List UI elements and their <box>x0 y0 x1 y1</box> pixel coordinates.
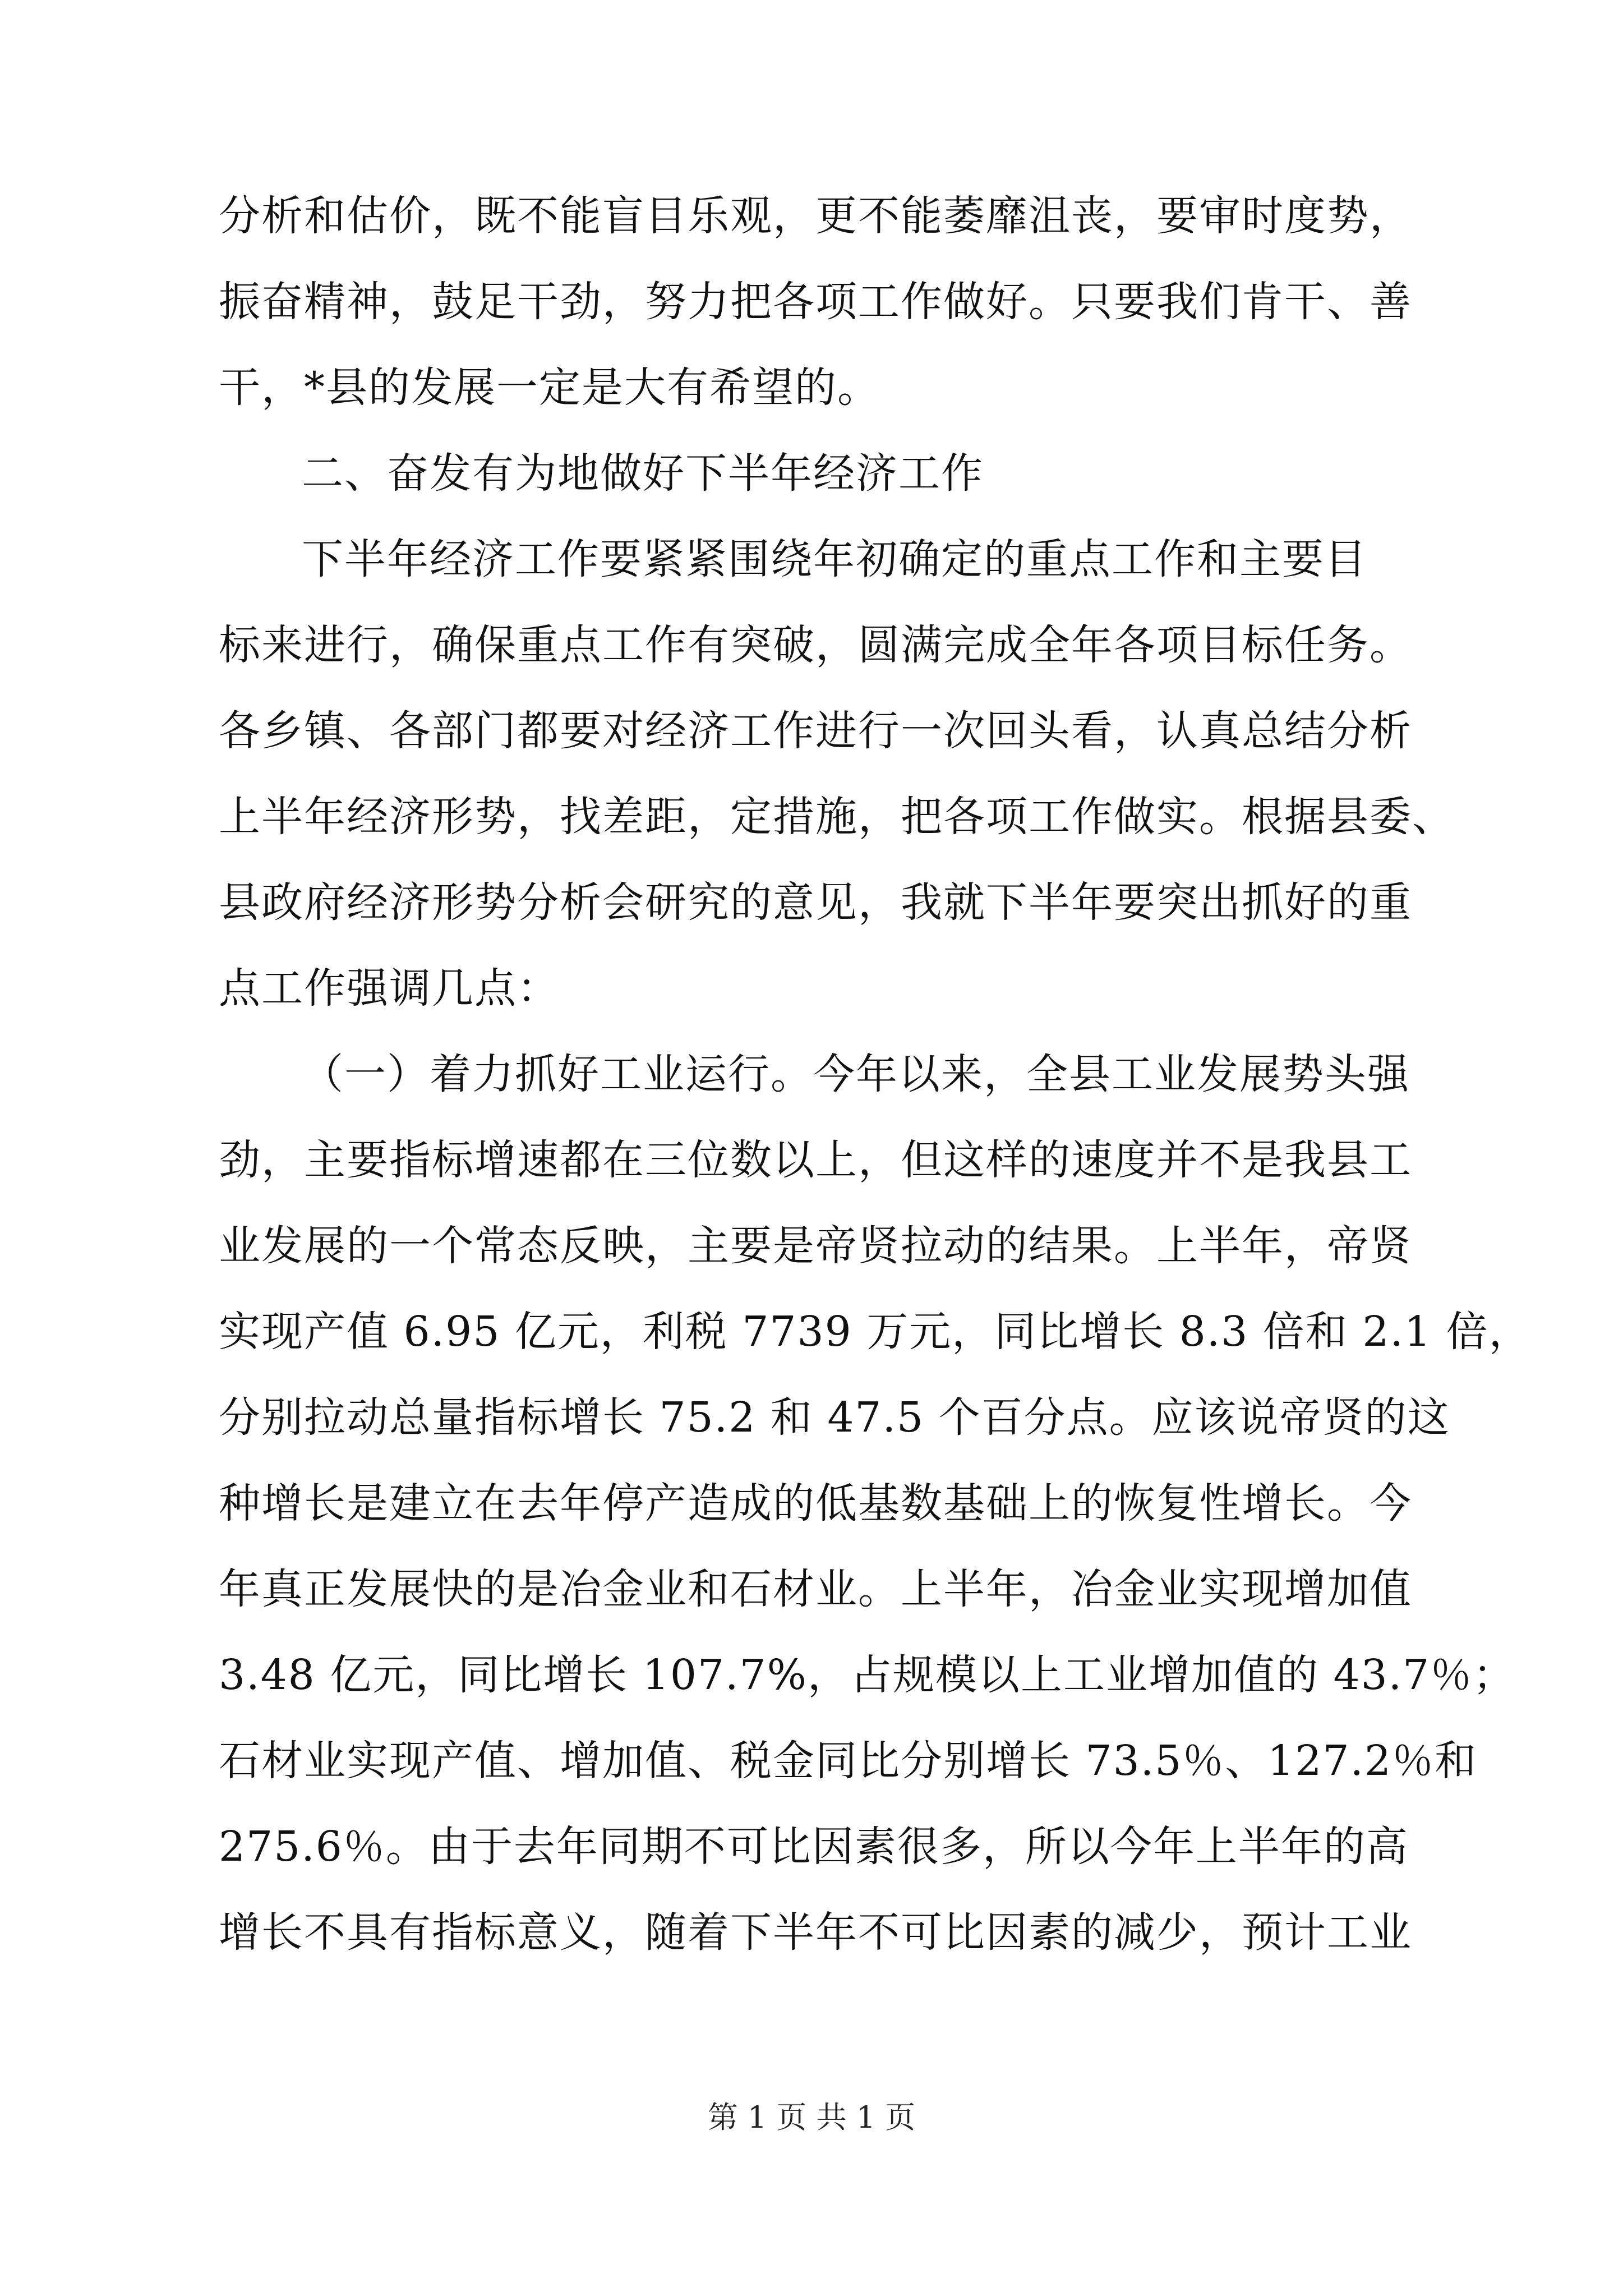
body-line: 实现产值 6.95 亿元，利税 7739 万元，同比增长 8.3 倍和 2.1 倍， <box>219 1308 1532 1356</box>
body-line: 上半年经济形势，找差距，定措施，把各项工作做实。根据县委、 <box>219 793 1455 841</box>
section-heading: 二、奋发有为地做好下半年经济工作 <box>302 449 984 498</box>
body-line: 分别拉动总量指标增长 75.2 和 47.5 个百分点。应该说帝贤的这 <box>219 1393 1450 1442</box>
body-line: 标来进行，确保重点工作有突破，圆满完成全年各项目标任务。 <box>219 621 1412 669</box>
body-line: 种增长是建立在去年停产造成的低基数基础上的恢复性增长。今 <box>219 1479 1412 1527</box>
body-line: 各乡镇、各部门都要对经济工作进行一次回头看，认真总结分析 <box>219 707 1412 755</box>
body-line: 业发展的一个常态反映，主要是帝贤拉动的结果。上半年，帝贤 <box>219 1222 1412 1270</box>
body-line: 年真正发展快的是冶金业和石材业。上半年，冶金业实现增加值 <box>219 1565 1412 1613</box>
body-line: 县政府经济形势分析会研究的意见，我就下半年要突出抓好的重 <box>219 878 1412 927</box>
body-line: 石材业实现产值、增加值、税金同比分别增长 73.5％、127.2％和 <box>219 1737 1478 1785</box>
body-line: 劲，主要指标增速都在三位数以上，但这样的速度并不是我县工 <box>219 1136 1412 1184</box>
body-line: 下半年经济工作要紧紧围绕年初确定的重点工作和主要目 <box>302 535 1367 583</box>
body-line: 3.48 亿元，同比增长 107.7%，占规模以上工业增加值的 43.7％； <box>219 1651 1516 1699</box>
body-line: 分析和估价，既不能盲目乐观，更不能萎靡沮丧，要审时度势， <box>219 192 1412 240</box>
subsection-line: （一）着力抓好工业运行。今年以来，全县工业发展势头强 <box>302 1050 1410 1098</box>
body-line: 干，*县的发展一定是大有希望的。 <box>219 364 880 412</box>
page-footer: 第 1 页 共 1 页 <box>707 2100 916 2135</box>
body-line: 振奋精神，鼓足干劲，努力把各项工作做好。只要我们肯干、善 <box>219 278 1412 326</box>
body-line: 275.6％。由于去年同期不可比因素很多，所以今年上半年的高 <box>219 1823 1409 1871</box>
body-line: 点工作强调几点： <box>219 964 560 1013</box>
body-line: 增长不具有指标意义，随着下半年不可比因素的减少，预计工业 <box>219 1908 1412 1957</box>
